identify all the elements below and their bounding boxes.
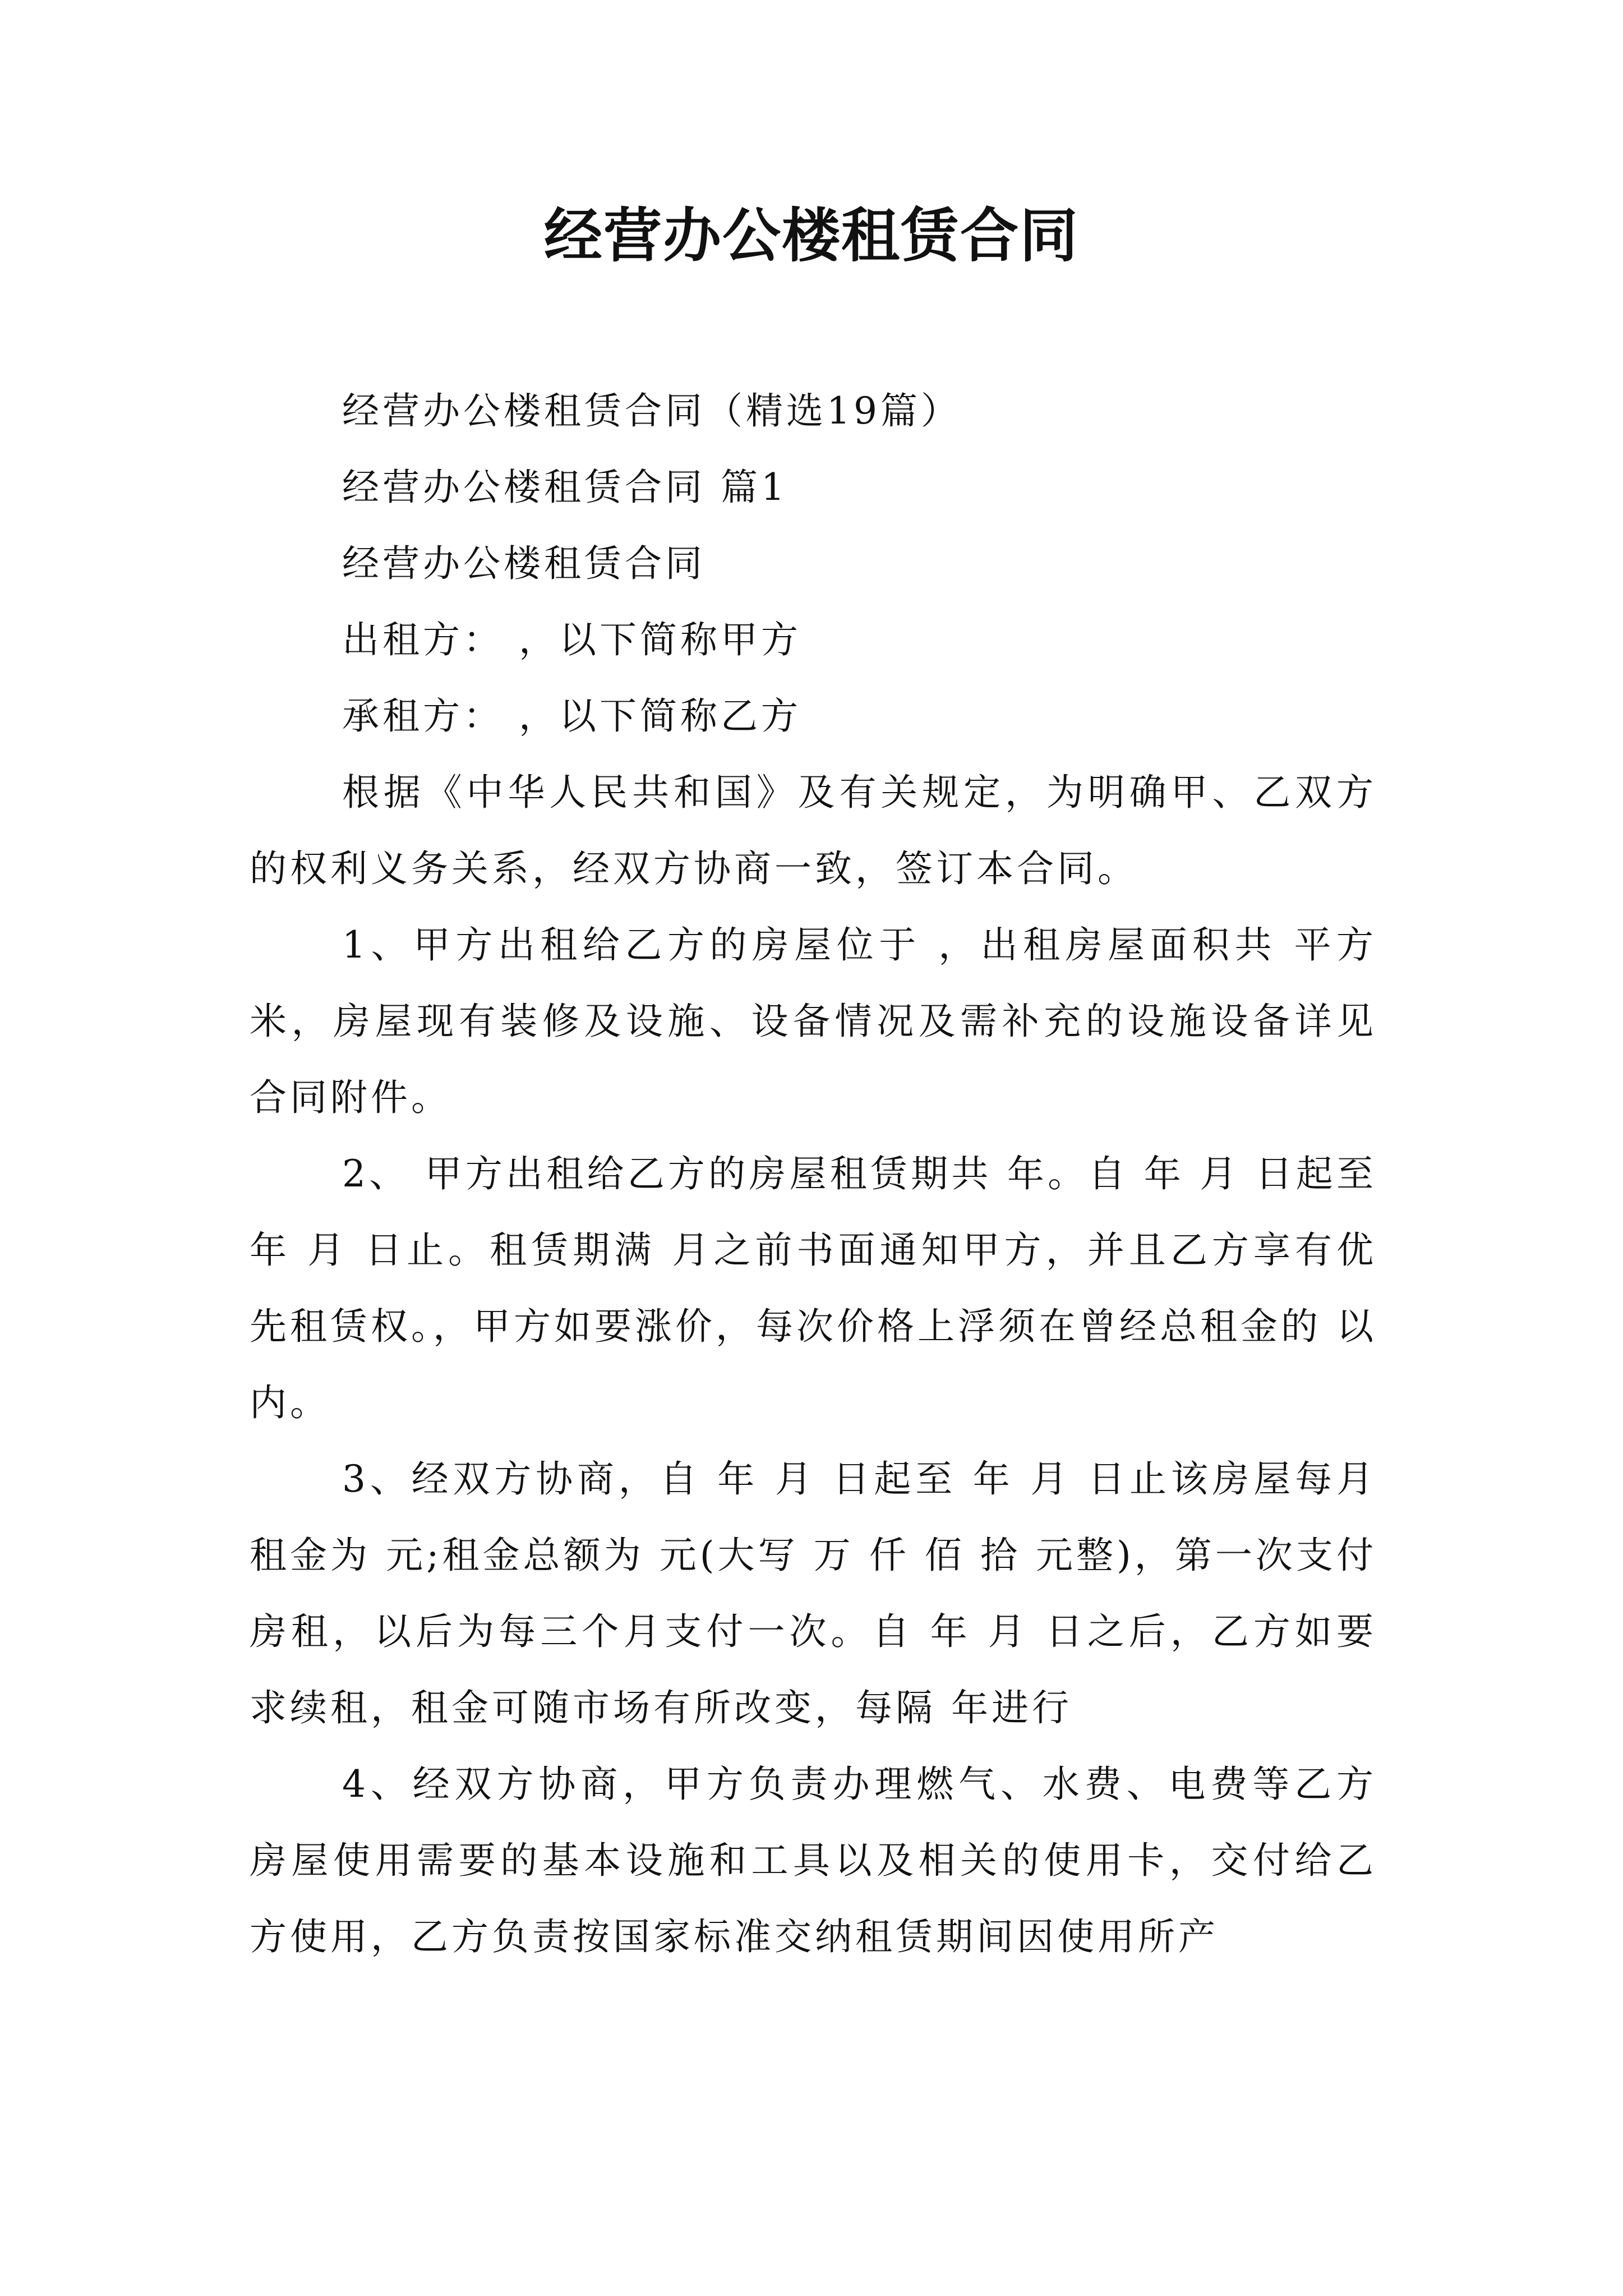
section-heading: 经营办公楼租赁合同 篇1 (342, 466, 788, 509)
clause-1: 1、甲方出租给乙方的房屋位于 ，出租房屋面积共 平方米，房屋现有装修及设施、设备情况及需补充的设施设备详见合同附件。 (250, 923, 1377, 1119)
clause-4: 4、经双方协商，甲方负责办理燃气、水费、电费等乙方房屋使用需要的基本设施和工具以及相关的使用卡，交付给乙方使用，乙方负责按国家标准交纳租赁期间因使用所产 (250, 1763, 1377, 1958)
contract-title-line: 经营办公楼租赁合同 (342, 542, 706, 585)
clause-2: 2、 甲方出租给乙方的房屋租赁期共 年。自 年 月 日起至 年 月 日止。租赁期满 月之前书面通知甲方，并且乙方享有优先租赁权。，甲方如要涨价，每次价格上浮须在曾经总租金的 以内。 (250, 1152, 1377, 1424)
lessor-line: 出租方： ，以下简称甲方 (342, 618, 801, 661)
subtitle-line: 经营办公楼租赁合同（精选19篇） (342, 389, 961, 432)
document-body (250, 373, 1377, 1975)
preamble-paragraph: 根据《中华人民共和国》及有关规定，为明确甲、乙双方的权利义务关系，经双方协商一致，签订本合同。 (250, 771, 1377, 890)
clause-3: 3、经双方协商，自 年 月 日起至 年 月 日止该房屋每月租金为 元;租金总额为 元(大写 万 仟 佰 拾 元整)，第一次支付 房租，以后为每三个月支付一次。自 年 月 日之后，乙方如要求续租，租金可随市场有所改变，每隔 年进行 (250, 1457, 1377, 1729)
lessee-line: 承租方： ，以下简称乙方 (342, 694, 801, 738)
document-title: 经营办公楼租赁合同 (543, 201, 1079, 270)
